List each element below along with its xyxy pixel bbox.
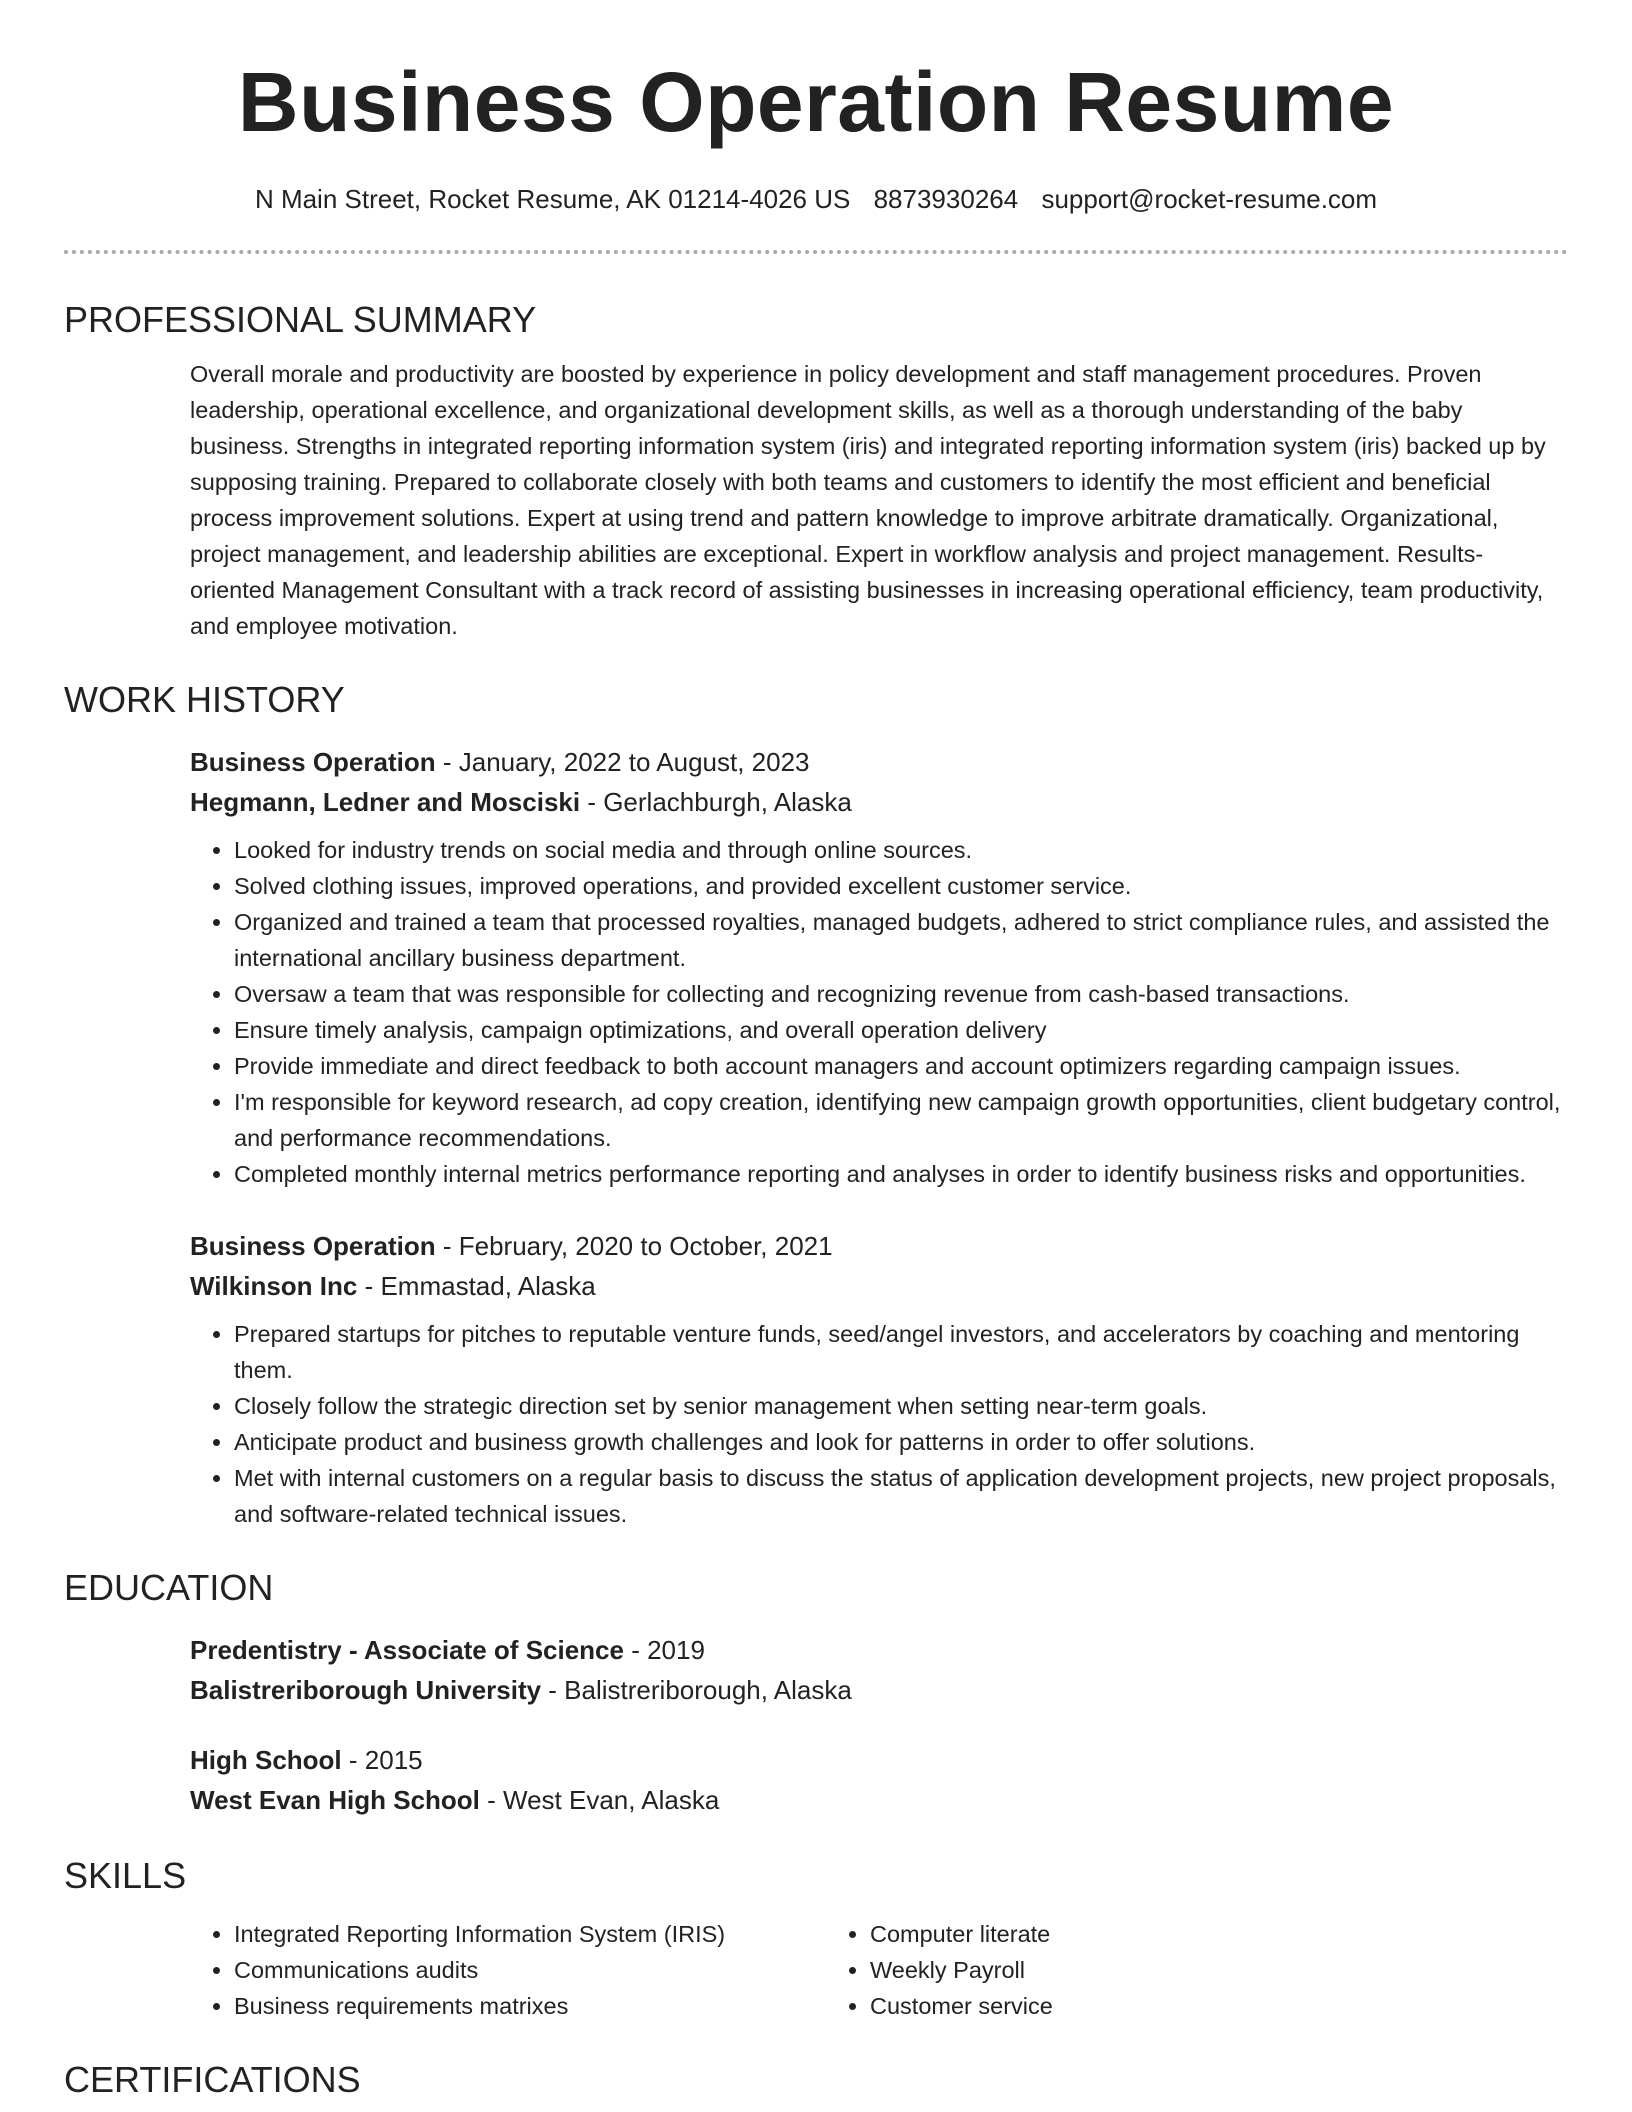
summary-body xyxy=(190,356,1568,644)
job-dates: - January, 2022 to August, 2023 xyxy=(435,747,810,777)
school-line xyxy=(190,1780,1568,1820)
summary-text: Overall morale and productivity are boosted by experience in policy development and staff management procedures. Proven leadership, operational excellence, and organizational development skills, as well as a thorough understanding of the baby business. Strengths in integrated reporting information system (iris) and integrated reporting information system (iris) backed up by supposing training. Prepared to collaborate closely with both teams and customers to identify the most efficient and beneficial process improvement solutions. Expert at using trend and pattern knowledge to improve arbitrate dramatically. Organizational, project management, and leadership abilities are exceptional. Expert in workflow analysis and project management. Results-oriented Management Consultant with a track record of assisting businesses in increasing operational efficiency, team productivity, and employee motivation. xyxy=(190,361,1546,639)
list-item: • Solved clothing issues, improved operations, and provided excellent customer service. xyxy=(234,868,1568,904)
resume-content xyxy=(64,296,1568,2104)
work-history-heading: WORK HISTORY xyxy=(64,679,345,720)
list-item: • Communications audits xyxy=(234,1952,826,1988)
work-history-body xyxy=(190,742,1568,1532)
list-item: • Weekly Payroll xyxy=(870,1952,1053,1988)
list-item: • Completed monthly internal metrics performance reporting and analyses in order to identify business risks and opportunities. xyxy=(234,1156,1568,1192)
skills-columns xyxy=(190,1916,1568,2024)
list-item: • Provide immediate and direct feedback to both account managers and account optimizers regarding campaign issues. xyxy=(234,1048,1568,1084)
list-item: • Business requirements matrixes xyxy=(234,1988,826,2024)
list-item: • Organized and trained a team that processed royalties, managed budgets, adhered to strict compliance rules, and assisted the international ancillary business department. xyxy=(234,904,1568,976)
school: Balistreriborough University xyxy=(190,1675,542,1705)
education-entry xyxy=(190,1630,1568,1710)
school-line xyxy=(190,1670,1568,1710)
degree-year: - 2015 xyxy=(341,1745,423,1775)
job-title: Business Operation xyxy=(190,747,436,777)
skills-body xyxy=(190,1916,1568,2024)
education-heading: EDUCATION xyxy=(64,1567,274,1608)
degree-line xyxy=(190,1630,1568,1670)
job-entry xyxy=(190,742,1568,1192)
job-company: Wilkinson Inc xyxy=(190,1271,358,1301)
list-item: • Integrated Reporting Information System (IRIS) xyxy=(234,1916,826,1952)
education-body xyxy=(190,1630,1568,1820)
work-history-section xyxy=(64,676,1568,1532)
list-item: • Looked for industry trends on social media and through online sources. xyxy=(234,832,1568,868)
degree-year: - 2019 xyxy=(623,1635,705,1665)
job-company: Hegmann, Ledner and Mosciski xyxy=(190,787,581,817)
school-location: - West Evan, Alaska xyxy=(479,1785,720,1815)
job-company-line xyxy=(190,782,1568,822)
school-location: - Balistreriborough, Alaska xyxy=(541,1675,852,1705)
contact-address: N Main Street, Rocket Resume, AK 01214-4026 US xyxy=(254,184,851,214)
degree-line xyxy=(190,1740,1568,1780)
header-divider xyxy=(64,250,1568,254)
job-location: - Gerlachburgh, Alaska xyxy=(580,787,852,817)
education-entry xyxy=(190,1740,1568,1820)
school: West Evan High School xyxy=(190,1785,480,1815)
contact-email: support@rocket-resume.com xyxy=(1041,184,1378,214)
job-title-line xyxy=(190,1226,1568,1266)
skills-heading: SKILLS xyxy=(64,1855,187,1896)
degree: High School xyxy=(190,1745,342,1775)
certifications-heading: CERTIFICATIONS xyxy=(64,2059,361,2100)
contact-line xyxy=(0,182,1632,216)
job-title: Business Operation xyxy=(190,1231,436,1261)
list-item: • Ensure timely analysis, campaign optimizations, and overall operation delivery xyxy=(234,1012,1568,1048)
job-entry xyxy=(190,1226,1568,1532)
job-title-line xyxy=(190,742,1568,782)
education-section xyxy=(64,1564,1568,1820)
list-item: • Customer service xyxy=(870,1988,1053,2024)
summary-heading: PROFESSIONAL SUMMARY xyxy=(64,299,537,340)
job-location: - Emmastad, Alaska xyxy=(357,1271,596,1301)
list-item: • Closely follow the strategic direction set by senior management when setting near-term goals. xyxy=(234,1388,1568,1424)
resume-title: Business Operation Resume xyxy=(237,55,1395,149)
list-item: • Oversaw a team that was responsible for collecting and recognizing revenue from cash-based transactions. xyxy=(234,976,1568,1012)
job-bullets xyxy=(190,832,1568,1192)
summary-section xyxy=(64,296,1568,644)
list-item: • Prepared startups for pitches to reputable venture funds, seed/angel investors, and accelerators by coaching and mentoring them. xyxy=(234,1316,1568,1388)
skills-right-column xyxy=(826,1916,1053,2024)
skills-section xyxy=(64,1852,1568,2024)
list-item: • Anticipate product and business growth challenges and look for patterns in order to offer solutions. xyxy=(234,1424,1568,1460)
degree: Predentistry - Associate of Science xyxy=(190,1635,624,1665)
job-dates: - February, 2020 to October, 2021 xyxy=(435,1231,833,1261)
skills-left-column xyxy=(190,1916,826,2024)
contact-phone: 8873930264 xyxy=(873,184,1019,214)
job-bullets xyxy=(190,1316,1568,1532)
list-item: • Met with internal customers on a regular basis to discuss the status of application development projects, new project proposals, and software-related technical issues. xyxy=(234,1460,1568,1532)
job-company-line xyxy=(190,1266,1568,1306)
list-item: • Computer literate xyxy=(870,1916,1053,1952)
certifications-section xyxy=(64,2056,1568,2104)
list-item: • I'm responsible for keyword research, ad copy creation, identifying new campaign growth opportunities, client budgetary control, and performance recommendations. xyxy=(234,1084,1568,1156)
